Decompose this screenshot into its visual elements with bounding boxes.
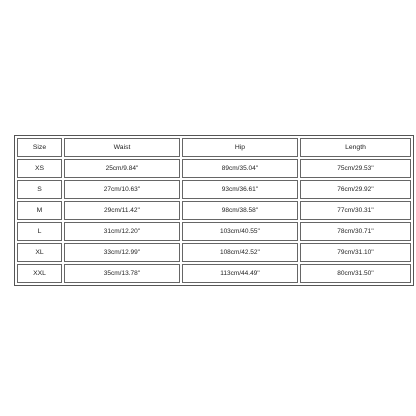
waist-cell: 25cm/9.84'' xyxy=(64,159,180,178)
hip-cell: 98cm/38.58'' xyxy=(182,201,298,220)
hip-cell: 108cm/42.52'' xyxy=(182,243,298,262)
header-waist: Waist xyxy=(64,138,180,157)
table-row xyxy=(17,243,411,262)
size-cell: XS xyxy=(17,159,62,178)
hip-cell: 89cm/35.04'' xyxy=(182,159,298,178)
waist-cell: 29cm/11.42'' xyxy=(64,201,180,220)
waist-cell: 27cm/10.63'' xyxy=(64,180,180,199)
size-chart-table xyxy=(14,135,414,286)
table-row xyxy=(17,159,411,178)
header-size: Size xyxy=(17,138,62,157)
waist-cell: 35cm/13.78'' xyxy=(64,264,180,283)
table-row xyxy=(17,222,411,241)
length-cell: 75cm/29.53'' xyxy=(300,159,411,178)
length-cell: 76cm/29.92'' xyxy=(300,180,411,199)
length-cell: 77cm/30.31'' xyxy=(300,201,411,220)
size-cell: XL xyxy=(17,243,62,262)
size-cell: XXL xyxy=(17,264,62,283)
hip-cell: 93cm/36.61'' xyxy=(182,180,298,199)
size-cell: S xyxy=(17,180,62,199)
header-row xyxy=(17,138,411,157)
size-cell: L xyxy=(17,222,62,241)
table-row xyxy=(17,180,411,199)
length-cell: 78cm/30.71'' xyxy=(300,222,411,241)
table-row xyxy=(17,264,411,283)
hip-cell: 113cm/44.49'' xyxy=(182,264,298,283)
header-length: Length xyxy=(300,138,411,157)
header-hip: Hip xyxy=(182,138,298,157)
waist-cell: 33cm/12.99'' xyxy=(64,243,180,262)
size-cell: M xyxy=(17,201,62,220)
length-cell: 79cm/31.10'' xyxy=(300,243,411,262)
length-cell: 80cm/31.50'' xyxy=(300,264,411,283)
table-row xyxy=(17,201,411,220)
waist-cell: 31cm/12.20'' xyxy=(64,222,180,241)
hip-cell: 103cm/40.55'' xyxy=(182,222,298,241)
